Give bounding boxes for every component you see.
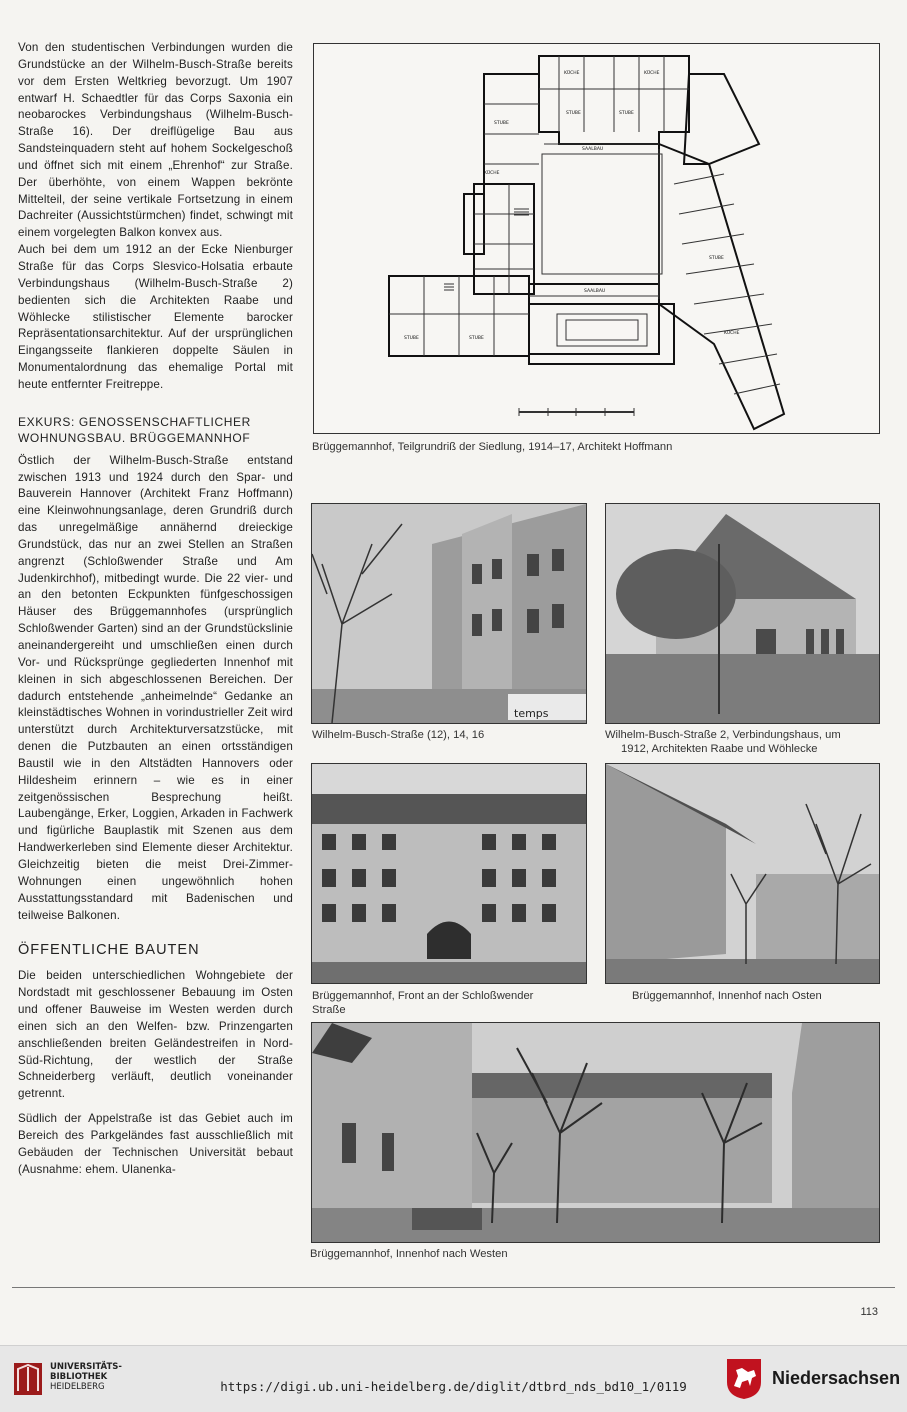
photo1-caption: Wilhelm-Busch-Straße (12), 14, 16 [312,729,485,741]
niedersachsen-logo[interactable] [724,1354,902,1404]
plan-label-saal-top: SAALBAU [582,147,604,152]
photo2-caption-line2: 1912, Architekten Raabe und Wöhlecke [621,743,818,755]
floor-plan-drawing [314,44,879,433]
paragraph-corps-saxonia: Von den studentischen Verbindungen wurden die Grundstücke an der Wilhelm-Busch-Straße bereits vor dem Ersten Weltkrieg bevorzugt. Um 1907 entwarf H. Schaedtler für das Corps Saxonia ein neobarockes Verbindungshaus (Wilhelm-Busch-Straße 16). Der dreiflügelige Bau aus Sandsteinquadern steht auf hohem Sockelgeschoß und öffnet sich mit einem „Ehrenhof“ zur Straße. Der überhöhte, von einem Wappen bekrönte Mittelteil, der seine vertikale Fortsetzung in einem Dachreiter (Aussichtstürmchen) findet, schwingt mit einem vorgelegten Balkon konvex aus. [18,41,293,240]
photo2-caption-line1: Wilhelm-Busch-Straße 2, Verbindungshaus, um [605,729,841,741]
viewer-footer [0,1345,907,1412]
photo-innenhof-osten [605,763,880,984]
verbindungshaus-photo-drawing [606,504,879,723]
photo-wilhelm-busch-strasse-12 [311,503,587,724]
heading-oeffentliche-bauten: ÖFFENTLICHE BAUTEN [18,942,200,959]
paragraph-wohngebiete: Die beiden unterschiedlichen Wohngebiete der Nordstadt mit geschlossener Bebauung im Osten und offener Bauweise im Westen werden durch einen sich an den Welfen- bzw. Prinzengarten anschließenden breiten Geländestreifen in Nord-Süd-Richtung, der westlich der Straße Schneiderberg verläuft, deutlich voneinander getrennt. [18,969,293,1101]
plan-label-room-5: STUBE [469,336,484,341]
library-line3: HEIDELBERG [50,1382,105,1392]
heading-exkurs-line2: WOHNUNGSBAU. BRÜGGEMANNHOF [18,430,251,445]
street-photo-drawing [312,504,586,723]
photo-innenhof-westen [311,1022,880,1243]
paragraph-appelstrasse: Südlich der Appelstraße ist das Gebiet auch im Bereich des Parkgeländes fast ausschließlich mit Gebäuden der Technischen Universität bebaut (Ausnahme: ehem. Ulanenka- [18,1112,293,1176]
paragraph-brueggemannhof: Östlich der Wilhelm-Busch-Straße entstand zwischen 1913 und 1924 durch den Spar- und Bauverein Hannover (Architekt Franz Hoffmann) eine Kleinwohnungsanlage, deren Grundriß durch das unregelmäßige annähernd dreieckige Grundstück, das nur an zwei Stellen an Straßen angrenzt (Schloßwender Straße und Am Judenkirchhof), mitbedingt wurde. Die 22 vier- und an den betonten Eckpunkten fünfgeschossigen Häuser des Brüggemannhofes (ursprünglich Schloßwender Garten) sind an der Grundstückslinie aneinandergereiht und umschließen einen durch Vor- und Rücksprünge gegliederten Innenhof mit kleinen in sich abgeschlossenen Bereichen. Der dadurch entstehende „anheimelnde“ Gedanke an kleinstädtisches Wohnen in vorindustrieller Zeit wird unterstützt durch Architekturversatzstücke, mit denen die Putzbauten an einen ortsständigen Baustil wie in den Altstädten Hannovers oder Hildesheim erinnern – wie es in einer zeitgenössischen Besprechung heißt. Laubengänge, Erker, Loggien, Arkaden in Fachwerk und figürliche Bauplastik mit Szenen aus dem Handwerkerleben sind Elemente dieser Architektur. Gleichzeitig bieten die meist Drei-Zimmer-Wohnungen einen ungewöhnlich hohen Ausstattungsstandard mit Badenischen und teilweise Balkonen. [18,453,293,922]
plan-label-kitchen-1: KÜCHE [564,71,580,76]
innenhof-osten-photo-drawing [606,764,879,983]
plan-label-saal-bottom: SAALBAU [584,289,606,294]
state-name: Niedersachsen [772,1368,901,1388]
page-number: 113 [860,1306,878,1318]
photo-brueggemannhof-front [311,763,587,984]
floor-plan-caption: Brüggemannhof, Teilgrundriß der Siedlung, 1914–17, Architekt Hoffmann [312,441,673,453]
horse-crest-icon [724,1356,764,1400]
page-url[interactable]: https://digi.ub.uni-heidelberg.de/diglit/dtbrd_nds_bd10_1/0119 [220,1379,687,1394]
van-sign-text: temps [514,707,549,720]
floor-plan-figure [313,43,880,434]
photo3-caption-line1: Brüggemannhof, Front an der Schloßwender [312,990,534,1002]
photo-verbindungshaus [605,503,880,724]
photo5-caption: Brüggemannhof, Innenhof nach Westen [310,1248,508,1260]
left-text-column [18,40,293,1178]
paragraph-slesvico-holsatia: Auch bei dem um 1912 an der Ecke Nienburger Straße für das Corps Slesvico-Holsatia erbaute Verbindungshaus (Wilhelm-Busch-Straße 2) bedienten sich die Architekten Raabe und Wöhlecke stilistischer Elemente barocker Repräsentationsarchitektur. Auf der ursprünglichen Eingangsseite flankieren doppelte Säulen in Monumentalordnung das ehemalige Portal mit heute entfernter Freitreppe. [18,243,293,391]
library-line1: UNIVERSITÄTS- [50,1362,122,1372]
innenhof-westen-photo-drawing [312,1023,879,1242]
footer-rule [12,1287,895,1288]
heading-exkurs-line1: EXKURS: GENOSSENSCHAFTLICHER [18,414,251,429]
plan-label-room-3: STUBE [494,121,509,126]
plan-label-kitchen-3: KÜCHE [484,171,500,176]
plan-label-room-2: STUBE [619,111,634,116]
plan-label-kitchen-4: KÜCHE [724,331,740,336]
photo4-caption: Brüggemannhof, Innenhof nach Osten [632,990,822,1002]
library-line2: BIBLIOTHEK [50,1372,108,1382]
plan-label-room-4: STUBE [404,336,419,341]
plan-label-room-6: STUBE [709,256,724,261]
front-photo-drawing [312,764,586,983]
plan-label-room-1: STUBE [566,111,581,116]
plan-label-kitchen-2: KÜCHE [644,71,660,76]
photo3-caption-line2: Straße [312,1004,346,1016]
